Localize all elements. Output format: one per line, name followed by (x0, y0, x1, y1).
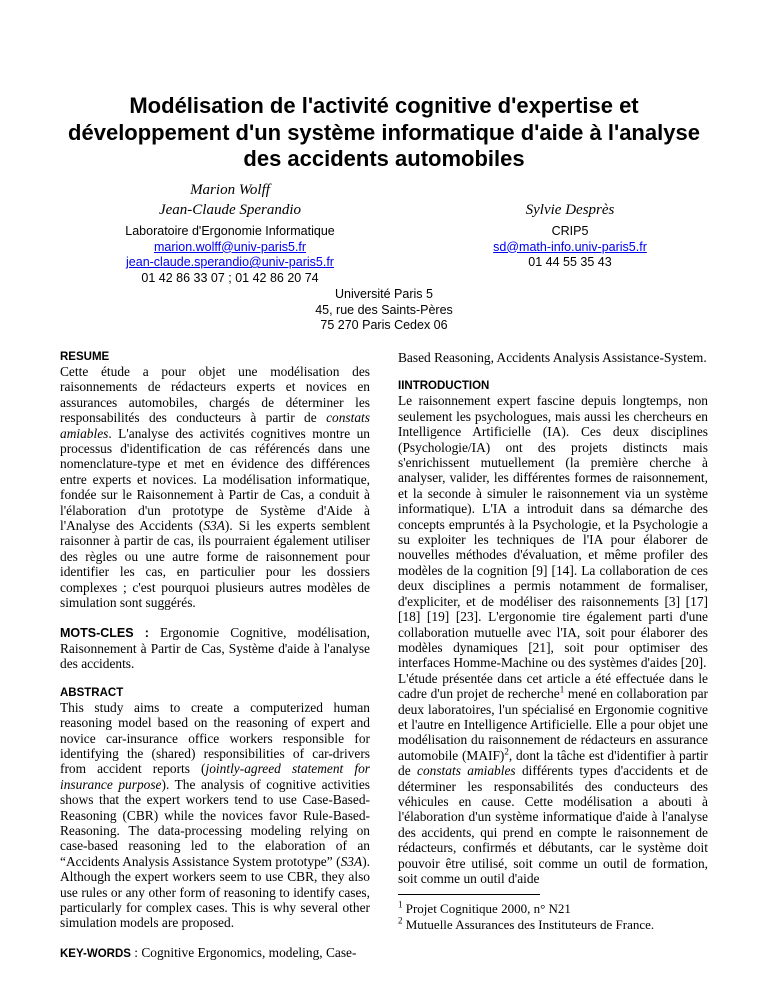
keywords-text: : Cognitive Ergonomics, modeling, Case- (134, 944, 357, 960)
intro-text: différents types d'accidents et de déterminer les responsabilités des conducteurs des véhicules en cause. Cette modélisation a abouti à l'élaboration d'un système informatique d'aide à l'analyse des accidents, qui prend en compte le raisonnement de rédacteurs, confirmés et débutants, car le système doit pouvoir être utilisé, soit comme un outil de formation, soit comme un outil d'aide (398, 763, 708, 886)
footnote-divider (398, 894, 540, 895)
intro-paragraph (398, 671, 708, 887)
intro-text: mené en collaboration par deux laboratoires, l'un spécialisé en Ergonomie cognitive et l'autre en Intelligence Artificielle. Elle a pour objet une modélisation du raisonnement de rédacteurs en assurance automobile (MAIF) (398, 686, 708, 763)
email-link[interactable]: jean-claude.sperandio@univ-paris5.fr (126, 255, 334, 269)
footnote (398, 901, 708, 917)
intro-heading: IINTRODUCTION (398, 380, 490, 393)
city-address: 75 270 Paris Cedex 06 (320, 318, 448, 332)
intro-text: , dont la tâche est d'identifier à partir de (398, 747, 708, 779)
university-name: Université Paris 5 (335, 287, 433, 301)
paper-title: Modélisation de l'activité cognitive d'expertise et développement d'un système informatique d'aide à l'analyse des accidents automobiles (68, 93, 700, 171)
phone-number: 01 44 55 35 43 (528, 255, 612, 269)
intro-paragraph: Le raisonnement expert fascine depuis longtemps, non seulement les psychologues, mais aussi les chercheurs en Intelligence Artificielle (IA). Ces deux disciplines (Psychologie/IA) ont des projets distincts mais s'enrichissent mutuellement (la première cherche à analyser, valider, les différentes formes de raisonnement, et la seconde à simuler le raisonnement via un système informatique). L'IA a introduit dans sa démarche des concepts empruntés à la Psychologie, et la Psychologie a su exploiter les techniques de l'IA pour élaborer de nouvelles méthodes d'évaluation, et même profiler des modèles de la cognition [9] [14]. La collaboration de ces deux disciplines a permis notamment de formaliser, d'expliciter, et de modéliser des raisonnements [3] [17] [18] [19] [23]. L'ergonomie tire également parti d'une collaboration mutuelle avec l'IA, soit pour élaborer des modèles dynamiques [21], soit pour optimiser des interfaces Homme-Machine ou des systèmes d'aides [20]. (398, 393, 708, 671)
authors-right (430, 200, 710, 220)
footnote-text: Mutuelle Assurances des Instituteurs de France. (405, 916, 655, 932)
abstract-paragraph (60, 700, 370, 931)
resume-emphasis: S3A (203, 518, 225, 534)
footnote-ref: 2 (504, 746, 509, 757)
authors-left (80, 180, 380, 220)
street-address: 45, rue des Saints-Pères (315, 302, 453, 317)
resume-emphasis: constats amiables (60, 410, 370, 441)
footnote-text: Projet Cognitique 2000, n° N21 (405, 901, 571, 917)
abstract-heading: ABSTRACT (60, 686, 124, 699)
motscles-paragraph (60, 625, 370, 672)
resume-paragraph (60, 364, 370, 611)
email-link[interactable]: marion.wolff@univ-paris5.fr (153, 239, 307, 254)
abstract-emphasis: S3A (340, 853, 363, 869)
abstract-emphasis: jointly-agreed statement for insurance purpose (60, 761, 370, 792)
affiliation-left (80, 224, 380, 286)
author-name: Marion Wolff (190, 182, 270, 198)
footnote-ref: 1 (559, 684, 565, 695)
footnote (398, 917, 708, 933)
keywords-label: KEY-WORDS (60, 947, 131, 960)
resume-text: ). Si les experts semblent raisonner à partir de cas, ils pourraient également utiliser des règles ou une autre forme de raisonnement pour identifier les cas, en particulier pour les dossiers complexes ; c'est pourquoi plusieurs autres modèles de simulation sont suggérés. (60, 518, 370, 611)
intro-emphasis: constats amiables (417, 763, 516, 779)
affiliation-name: Laboratoire d'Ergonomie Informatique (125, 224, 335, 238)
abstract-text: ). The analysis of cognitive activities shows that the expert workers tend to use Case-Based-Reasoning (CBR) while the novices favor Rule-Based-Reasoning. The data-processing modeling relying on case-based reasoning led to the elaboration of an “Accidents Analysis Assistance System prototype” ( (60, 776, 370, 869)
left-column (60, 350, 370, 962)
resume-heading: RESUME (60, 351, 110, 363)
keywords-continued: Based Reasoning, Accidents Analysis Assistance-System. (398, 350, 707, 365)
phone-number: 01 42 86 33 07 ; 01 42 86 20 74 (141, 270, 319, 285)
resume-text: . L'analyse des activités cognitives montre un processus d'identification de cas référencés dans une nomenclature-type et met en évidence des différences entre experts et novices. La modélisation informatique, fondée sur le Raisonnement à Partir de Cas, a conduit à l'élaboration d'un prototype de Système d'Aide à l'Analyse des Accidents ( (60, 425, 370, 534)
abstract-text: ). Although the expert workers seem to use CBR, they also use rules or any other form of reasoning to identify cases, particularly for complex cases. This is why several other simulation models are proposed. (60, 853, 370, 931)
email-link[interactable]: sd@math-info.univ-paris5.fr (493, 239, 647, 254)
keywords-paragraph (60, 945, 370, 962)
footnote-number: 1 (398, 900, 403, 911)
resume-text: Cette étude a pour objet une modélisation des raisonnements de rédacteurs experts et novices en assurances automobiles, chargés de déterminer les responsabilités des conducteurs à partir de (60, 364, 370, 426)
motscles-label: MOTS-CLES : (60, 625, 149, 640)
footnote-number: 2 (398, 915, 403, 926)
abstract-text: This study aims to create a computerized human reasoning model based on the reasoning of expert and novice car-insurance office workers responsible for identifying the (shared) responsibilities of car-drivers from accident reports ( (60, 699, 370, 777)
author-name: Sylvie Desprès (525, 202, 615, 218)
right-column (398, 350, 708, 932)
author-name: Jean-Claude Sperandio (158, 202, 302, 218)
affiliation-name: CRIP5 (551, 224, 589, 238)
affiliation-right (430, 224, 710, 271)
university-address (234, 287, 534, 334)
motscles-text: Ergonomie Cognitive, modélisation, Raisonnement à Partir de Cas, Système d'aide à l'analyse des accidents. (60, 624, 370, 672)
intro-text: L'étude présentée dans cet article a été effectuée dans le cadre d'un projet de recherche (398, 670, 708, 702)
